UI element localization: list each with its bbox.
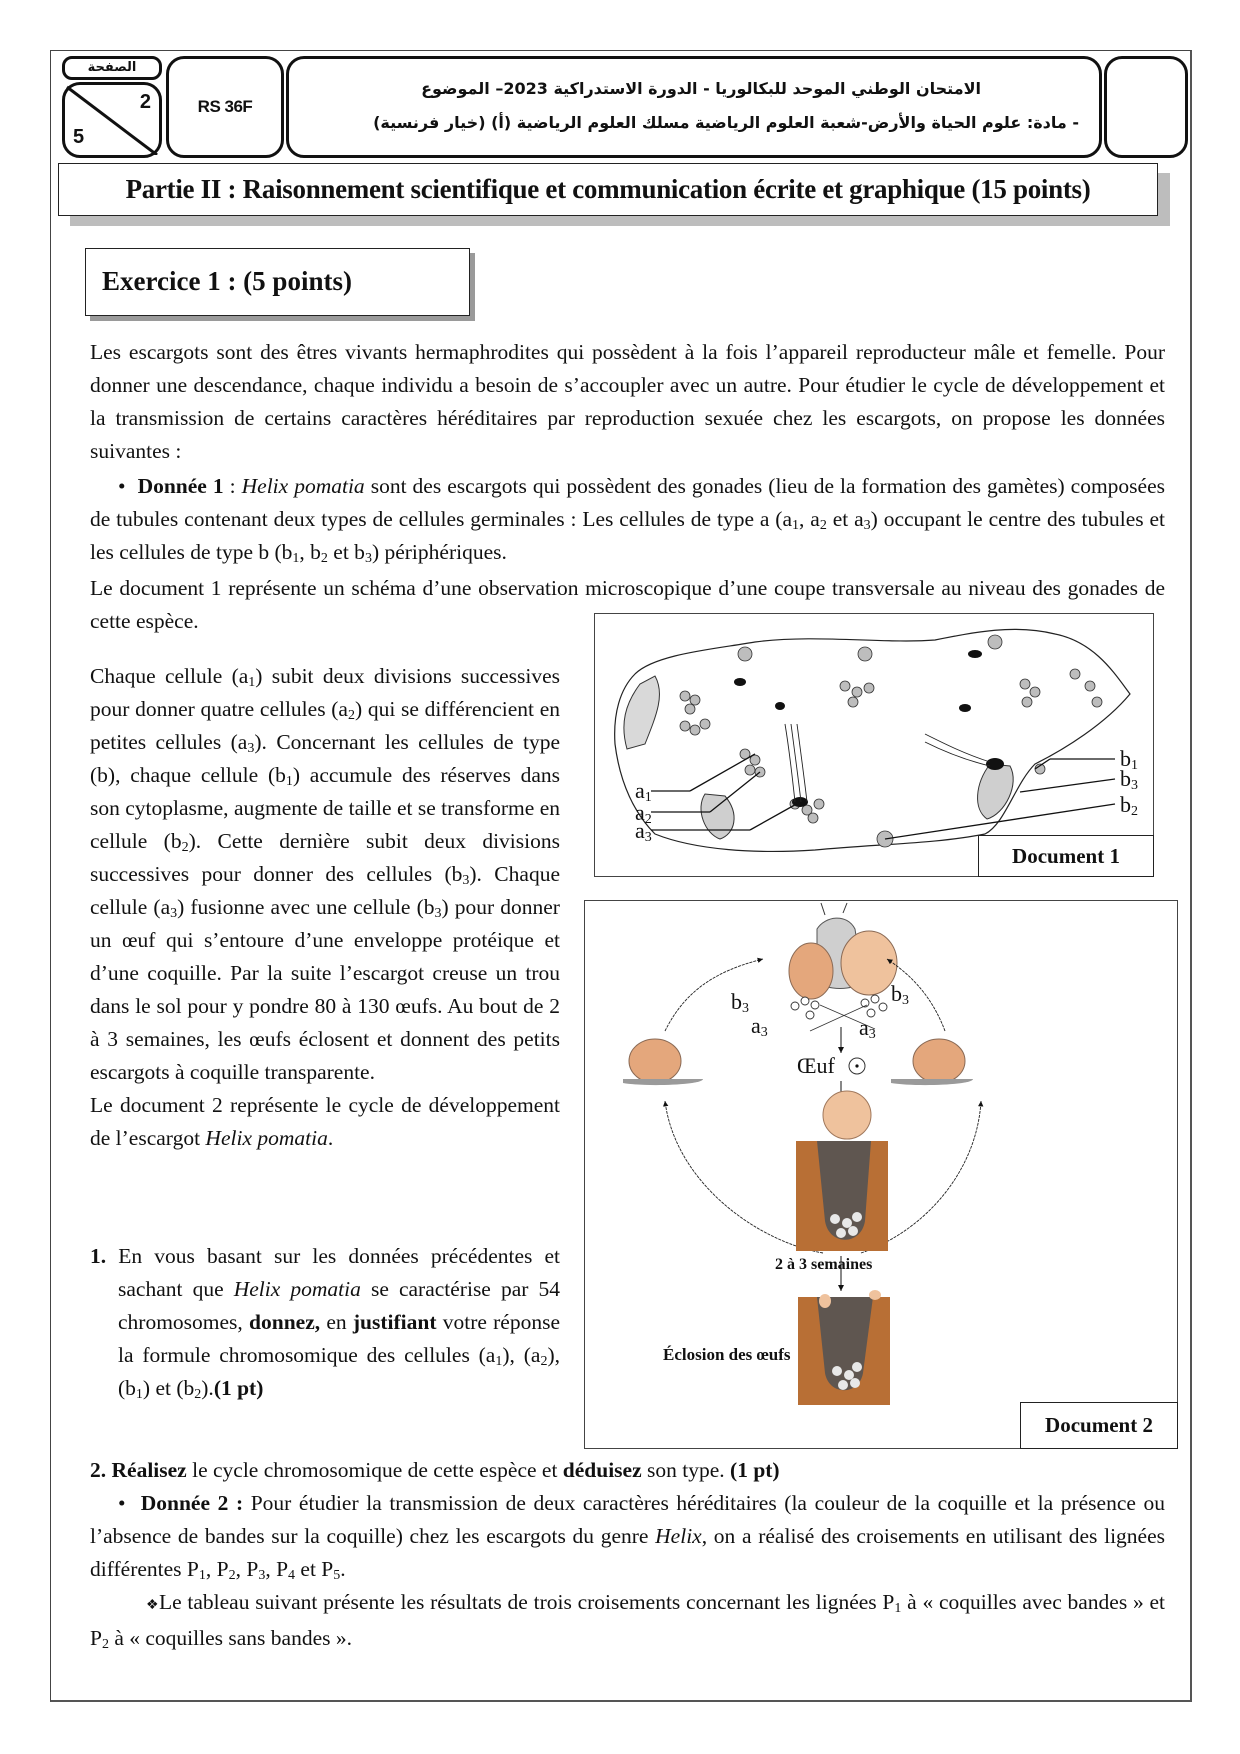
bullet-icon: • xyxy=(118,474,138,498)
section-title: Partie II : Raisonnement scientifique et communication écrite et graphique (15 points) xyxy=(58,163,1158,216)
intro-paragraph: Les escargots sont des êtres vivants hermaphrodites qui possèdent à la fois l’appareil reproducteur mâle et femelle. Pour donner une descendance, chaque individu a besoin de s’accoupler avec un autre. Pour étudier le cycle de développement et la transmission de certains caractères héréditaires par reproduction sexuée chez les escargots, on propose les données suivantes : xyxy=(90,340,1165,463)
exam-code: RS 36F xyxy=(166,56,284,158)
label-b3-left: $b_3$ xyxy=(731,989,749,1016)
exam-title-line1: الامتحان الوطني الموحد للبكالوريا - الدورة الاستدراكية 2023– الموضوع xyxy=(421,79,981,98)
donnee2-label: Donnée 2 : xyxy=(140,1491,244,1515)
page-label: الصفحة xyxy=(62,56,162,80)
donnee1-paragraph: • Donnée 1 : Helix pomatia sont des escargots qui possèdent des gonades (lieu de la formation des gamètes) composées de tubules contenant deux types de cellules germinales : Les cellules de type a ($a_1$, $a_2$ et $a_3$) occupant le centre des tubules et les cellules de type b ($b_1$, $b_2$ et $b_3$) périphériques. xyxy=(90,474,1166,566)
life-cycle-diagram xyxy=(585,901,1179,1450)
document-2-label: Document 2 xyxy=(1020,1402,1178,1449)
label-a3-left: $a_3$ xyxy=(751,1013,768,1040)
question-2: 2. Réalisez le cycle chromosomique de cette espèce et déduisez son type. (1 pt) xyxy=(90,1458,780,1482)
document-1-label: Document 1 xyxy=(978,835,1154,877)
page-current: 2 xyxy=(139,91,151,113)
diamond-bullet-icon: ❖ xyxy=(146,1598,159,1613)
snail-left-image xyxy=(623,1039,703,1085)
label-hatching: Éclosion des œufs xyxy=(663,1345,791,1364)
label-b1: $b_1$ xyxy=(1120,746,1138,773)
bullet-icon: • xyxy=(118,1491,141,1515)
exam-title-box xyxy=(286,56,1102,158)
label-a3-right: $a_3$ xyxy=(859,1015,876,1042)
mating-snails-image xyxy=(789,903,897,999)
table-intro: ❖Le tableau suivant présente les résultats de trois croisements concernant les lignées $P_1$ à « coquilles avec bandes » et $P_2$ à « coquilles sans bandes ». xyxy=(90,1590,1165,1652)
donnee1-label: Donnée 1 xyxy=(137,474,224,498)
doc1-intro: Le document 1 représente un schéma d’une observation microscopique d’une coupe transversale au niveau des gonades de cette espèce. xyxy=(90,576,1165,633)
label-b2: $b_2$ xyxy=(1120,792,1138,819)
header-empty-box xyxy=(1104,56,1188,158)
egg-laying-hole-image xyxy=(796,1091,888,1251)
page-number-box xyxy=(62,82,162,158)
document-2 xyxy=(584,900,1178,1449)
label-b3: $b_3$ xyxy=(1120,766,1138,793)
page-total: 5 xyxy=(73,126,85,148)
exam-title-line2: - مادة: علوم الحياة والأرض-شعبة العلوم الرياضية مسلك العلوم الرياضية (أ) (خيار فرنسية) xyxy=(373,113,1079,132)
cell-development-paragraph: Chaque cellule $(a_1)$ subit deux divisions successives pour donner quatre cellules $(a_2)$ qui se différencient en petites cellules $(a_3)$. Concernant les cellules de type (b), chaque cellule $(b_1)$ accumule des réserves dans son cytoplasme, augmente de taille et se transforme en cellule $(b_2)$. Cette dernière subit deux divisions successives pour donner des cellules $(b_3)$. Chaque cellule $(a_3)$ fusionne avec une cellule $(b_3)$ pour donner un œuf qui s’entoure d’une enveloppe protéique et d’une coquille. Par la suite l’escargot creuse un trou dans le sol pour y pondre 80 à 130 œufs. Au bout de 2 à 3 semaines, les œufs éclosent et donnent des petits escargots à coquille transparente. Le document 2 représente le cycle de développement de l’escargot Helix pomatia. xyxy=(90,664,561,1150)
species-name: Helix pomatia xyxy=(241,474,365,498)
label-egg: Œuf xyxy=(797,1053,835,1078)
exercise-title: Exercice 1 : (5 points) xyxy=(85,248,470,316)
question-1: 1. En vous basant sur les données précédentes et sachant que Helix pomatia se caractérise par 54 chromosomes, donnez, en justifiant votre réponse la formule chromosomique des cellules $(a_1)$, $(a_2)$, $(b_1)$ et $(b_2).(1$ pt) xyxy=(90,1244,560,1402)
label-b3-right: $b_3$ xyxy=(891,981,909,1008)
label-a1: $a_1$ xyxy=(635,778,652,805)
label-duration: 2 à 3 semaines xyxy=(775,1256,873,1273)
snail-right-image xyxy=(891,1039,973,1085)
label-a3: $a_3$ xyxy=(635,818,652,845)
document-1 xyxy=(594,613,1154,877)
donnee2-paragraph: • Donnée 2 : Pour étudier la transmission de deux caractères héréditaires (la couleur de la coquille et la présence ou l’absence de bandes sur la coquille) chez les escargots du genre Helix, on a réalisé des croisements en utilisant des lignées différentes $P_1$, $P_2$, $P_3$, $P_4$ et $P_5$. xyxy=(90,1491,1166,1583)
hatching-hole-image xyxy=(798,1290,890,1405)
label-a2: $a_2$ xyxy=(635,800,652,827)
